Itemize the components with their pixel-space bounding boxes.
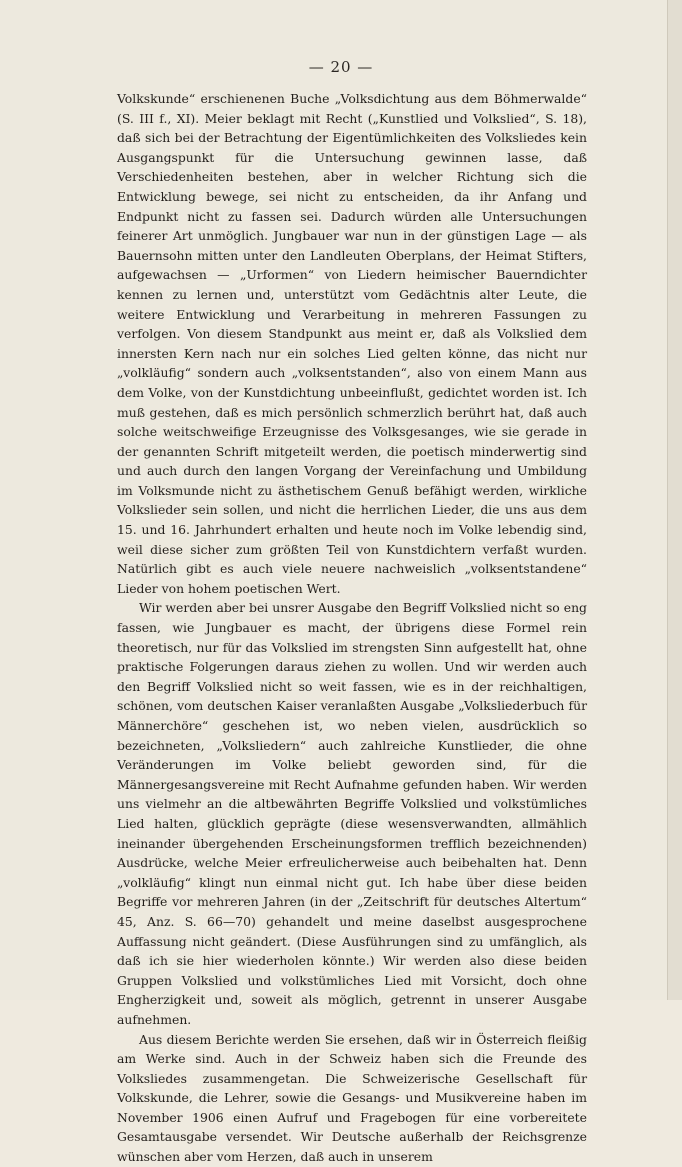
body-text xyxy=(117,89,587,1167)
paragraph-3: Aus diesem Berichte werden Sie ersehen, daß wir in Österreich fleißig am Werke sind. Auch in der Schweiz haben sich die Freunde des Volksliedes zusammengetan. Die Schweizerische Gesellschaft für Volkskunde, die Lehrer, sowie die Gesangs- und Musikvereine haben im November 1906 einen Aufruf und Fragebogen für eine vorbereitete Gesamtausgabe versendet. Wir Deutsche außerhalb der Reichsgrenze wünschen aber vom Herzen, daß auch in unserem xyxy=(117,1031,587,1165)
page-edge xyxy=(667,0,682,1000)
paragraph-1: Volkskunde“ erschienenen Buche „Volksdichtung aus dem Böhmerwalde“ (S. III f., XI). Meier beklagt mit Recht („Kunstlied und Volkslied“, S. 18), daß sich bei der Betrachtung der Eigentümlichkeiten des Volksliedes kein Ausgangspunkt für die Untersuchung gewinnen lasse, daß Verschiedenheiten bestehen, aber in welcher Richtung sich die Entwicklung bewege, sei nicht zu entscheiden, da ihr Anfang und Endpunkt nicht zu fassen sei. Dadurch würden alle Untersuchungen feinerer Art unmöglich. Jungbauer war nun in der günstigen Lage — als Bauernsohn mitten unter den Landleuten Oberplans, der Heimat Stifters, aufgewachsen — „Urformen“ von Liedern heimischer Bauerndichter kennen zu lernen und, unterstützt vom Gedächtnis alter Leute, die weitere Entwicklung und Verarbeitung in mehreren Fassungen zu verfolgen. Von diesem Standpunkt aus meint er, daß als Volkslied dem innersten Kern nach nur ein solches Lied gelten könne, das nicht nur „volkläufig“ sondern auch „volksentstanden“, also von einem Mann aus dem Volke, von der Kunstdichtung unbeeinflußt, gedichtet worden ist. Ich muß gestehen, daß es mich persönlich schmerzlich berührt hat, daß auch solche weitschweifige Erzeugnisse des Volksgesanges, wie sie gerade in der genannten Schrift mitgeteilt werden, die poetisch minderwertig sind und auch durch den langen Vorgang der Vereinfachung und Umbildung im Volksmunde nicht zu ästhetischem Genuß befähigt werden, wirkliche Volkslieder sein sollen, und nicht die herrlichen Lieder, die uns aus dem 15. und 16. Jahrhundert erhalten und heute noch im Volke lebendig sind, weil diese sicher zum größten Teil von Kunstdichtern verfaßt wurden. Natürlich gibt es auch viele neuere nachweislich „volksentstandene“ Lieder von hohem poetischen Wert. xyxy=(117,91,587,596)
paragraph-2: Wir werden aber bei unsrer Ausgabe den Begriff Volkslied nicht so eng fassen, wie Jungbauer es macht, der übrigens diese Formel rein theoretisch, nur für das Volkslied im strengsten Sinn aufgestellt hat, ohne praktische Folgerungen daraus ziehen zu wollen. Und wir werden auch den Begriff Volkslied nicht so weit fassen, wie es in der reichhaltigen, schönen, vom deutschen Kaiser veranlaßten Ausgabe „Volksliederbuch für Männerchöre“ geschehen ist, wo neben vielen, ausdrücklich so bezeichneten, „Volksliedern“ auch zahlreiche Kunstlieder, die ohne Veränderungen im Volke beliebt geworden sind, für die Männergesangsvereine mit Recht Aufnahme gefunden haben. Wir werden uns vielmehr an die altbewährten Begriffe Volkslied und volkstümliches Lied halten, glücklich geprägte (diese wesensverwandten, allmählich ineinander übergehenden Erscheinungsformen trefflich bezeichnenden) Ausdrücke, welche Meier erfreulicherweise auch beibehalten hat. Denn „volkläufig“ klingt nun einmal nicht gut. Ich habe über diese beiden Begriffe vor mehreren Jahren (in der „Zeitschrift für deutsches Altertum“ 45, Anz. S. 66—70) gehandelt und meine daselbst ausgesprochene Auffassung nicht geändert. (Diese Ausführungen sind zu umfänglich, als daß ich sie hier wiederholen könnte.) Wir werden also diese beiden Gruppen Volkslied und volkstümliches Lied mit Vorsicht, doch ohne Engherzigkeit und, soweit als möglich, getrennt in unserer Ausgabe aufnehmen. xyxy=(117,600,587,1027)
page-number: — 20 — xyxy=(308,58,374,76)
